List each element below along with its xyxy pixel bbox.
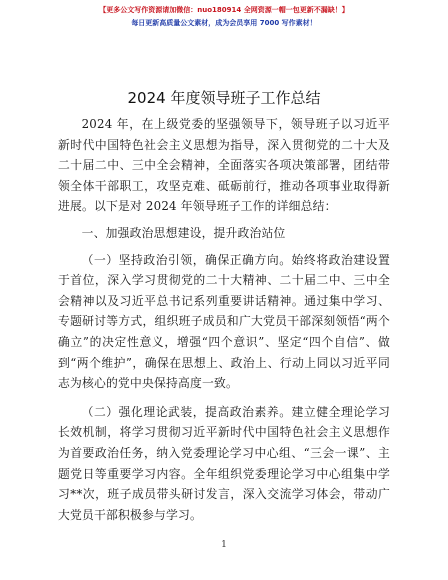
promo-banner [0, 4, 448, 30]
paragraph-theory-study: （二）强化理论武装，提高政治素养。建立健全理论学习长效机制，将学习贯彻习近平新时代中国特色社会主义思想作为首要政治任务，纳入党委理论学习中心组、“三会一课”、主题党日等重要学习内容。全年组织党委理论学习中心组集中学习**次，班子成员带头研讨发言，深入交流学习体会，带动广大党员干部积极参与学习。 [58, 404, 390, 522]
paragraph-political-guidance: （一）坚持政治引领，确保正确方向。始终将政治建设置于首位，深入学习贯彻党的二十大精神、二十届二中、三中全会精神以及习近平总书记系列重要讲话精神。通过集中学习、专题研讨等方式，组织班子成员和广大党员干部深刻领悟“两个确立”的决定性意义，增强“四个意识”、坚定“四个自信”、做到“两个维护”，确保在思想上、政治上、行动上同以习近平同志为核心的党中央保持高度一致。 [58, 252, 390, 391]
document-title: 2024 年度领导班子工作总结 [127, 89, 321, 107]
document-body [58, 114, 390, 525]
promo-banner-line-2: 每日更新高质量公文素材，成为会员享用 7000 写作素材！ [131, 19, 317, 27]
section-heading-1: 一、加强政治思想建设，提升政治站位 [81, 225, 286, 240]
promo-banner-line-1: 【更多公文写作资源请加微信：nuo180914 全网资源一帽一包更新不漏缺！】 [99, 6, 349, 14]
page-number: 1 [221, 540, 227, 550]
intro-paragraph: 2024 年，在上级党委的坚强领导下，领导班子以习近平新时代中国特色社会主义思想为指导，深入贯彻党的二十大及二十届二中、三中全会精神，全面落实各项决策部署，团结带领全体干部职工，攻坚克难、砥砺前行，推动各项事业取得新进展。以下是对 2024 年领导班子工作的详细总结： [58, 117, 390, 214]
